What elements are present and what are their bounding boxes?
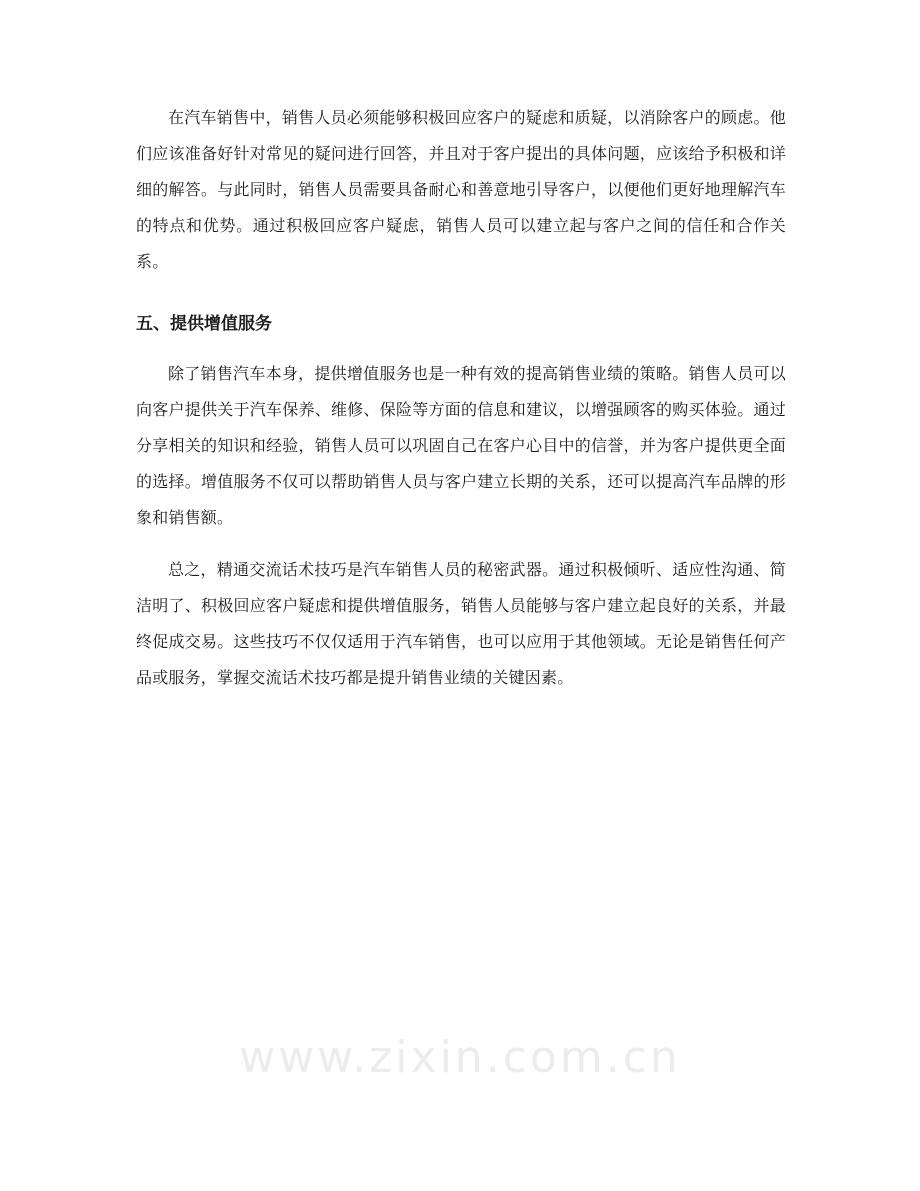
section-heading-value-added-services: 五、提供增值服务 [136, 314, 272, 334]
watermark: www.zixin.com.cn [239, 1032, 681, 1083]
document-body [136, 100, 786, 696]
paragraph-value-added-services: 除了销售汽车本身，提供增值服务也是一种有效的提高销售业绩的策略。销售人员可以向客户提供关于汽车保养、维修、保险等方面的信息和建议，以增强顾客的购买体验。通过分享相关的知识和经验，销售人员可以巩固自己在客户心目中的信誉，并为客户提供更全面的选择。增值服务不仅可以帮助销售人员与客户建立长期的关系，还可以提高汽车品牌的形象和销售额。 [136, 364, 786, 527]
paragraph-respond-concerns: 在汽车销售中，销售人员必须能够积极回应客户的疑虑和质疑，以消除客户的顾虑。他们应该准备好针对常见的疑问进行回答，并且对于客户提出的具体问题，应该给予积极和详细的解答。与此同时，销售人员需要具备耐心和善意地引导客户，以便他们更好地理解汽车的特点和优势。通过积极回应客户疑虑，销售人员可以建立起与客户之间的信任和合作关系。 [136, 108, 786, 271]
paragraph-conclusion: 总之，精通交流话术技巧是汽车销售人员的秘密武器。通过积极倾听、适应性沟通、简洁明了、积极回应客户疑虑和提供增值服务，销售人员能够与客户建立起良好的关系，并最终促成交易。这些技巧不仅仅适用于汽车销售，也可以应用于其他领域。无论是销售任何产品或服务，掌握交流话术技巧都是提升销售业绩的关键因素。 [136, 560, 786, 687]
